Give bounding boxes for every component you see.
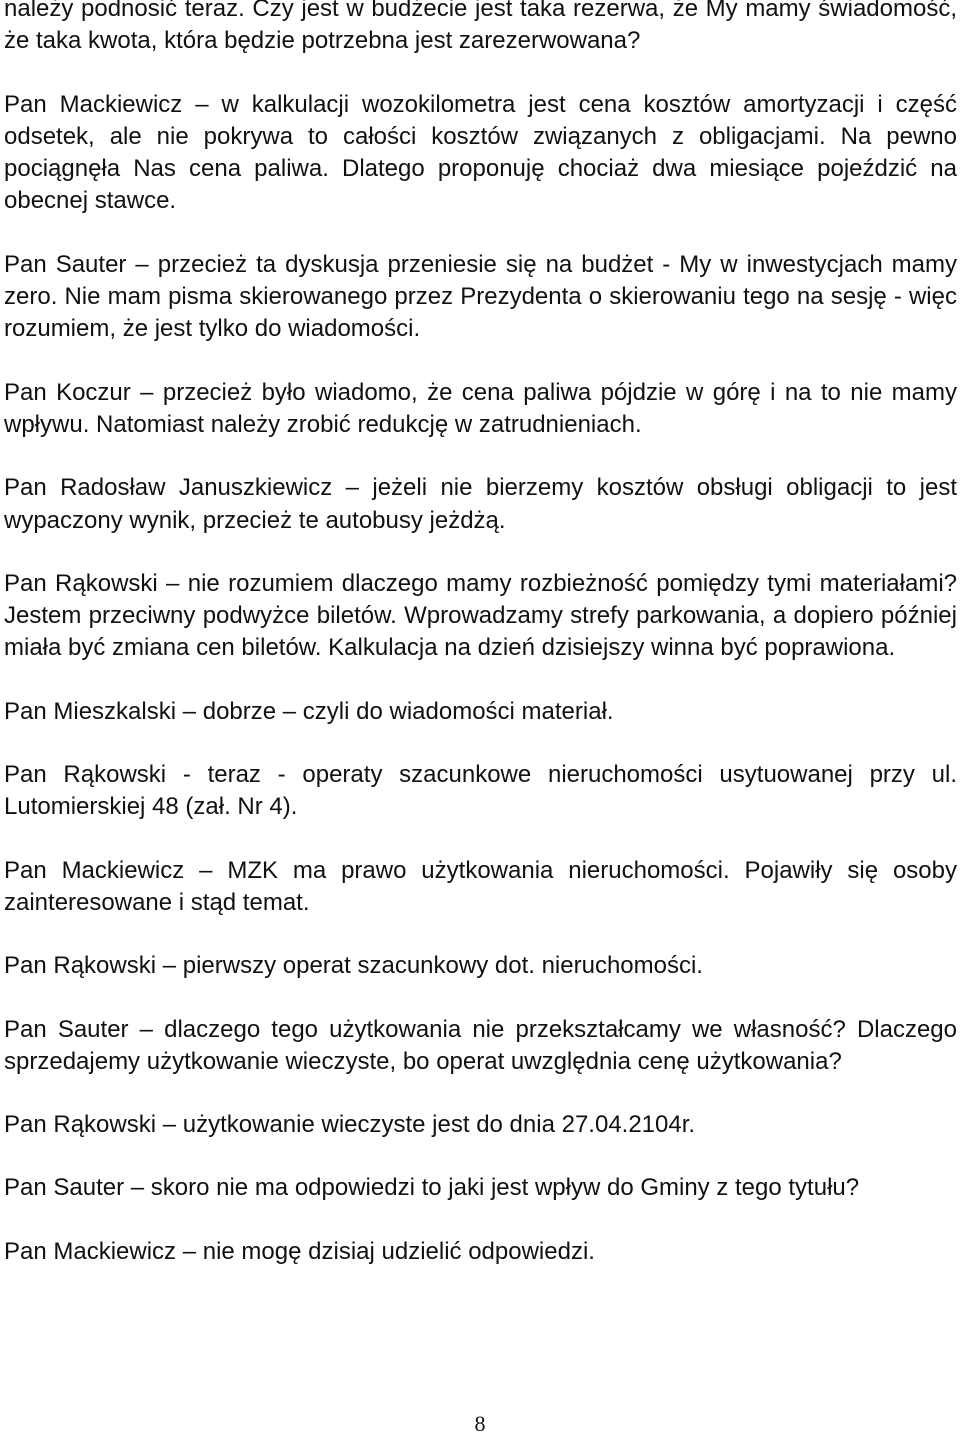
paragraph: Pan Mackiewicz – MZK ma prawo użytkowania nieruchomości. Pojawiły się osoby zainteresowane i stąd temat. — [4, 856, 957, 916]
paragraph: Pan Radosław Januszkiewicz – jeżeli nie bierzemy kosztów obsługi obligacji to jest wypaczony wynik, przecież te autobusy jeżdżą. — [4, 474, 957, 534]
paragraph: Pan Rąkowski – pierwszy operat szacunkowy dot. nieruchomości. — [4, 952, 703, 980]
paragraph: należy podnosić teraz. Czy jest w budżecie jest taka rezerwa, że My mamy świadomość, że taka kwota, która będzie potrzebna jest zarezerwowana? — [4, 0, 957, 55]
document-body — [4, 0, 957, 1299]
paragraph: Pan Koczur – przecież było wiadomo, że cena paliwa pójdzie w górę i na to nie mamy wpływu. Natomiast należy zrobić redukcję w zatrudnieniach. — [4, 378, 957, 438]
paragraph: Pan Mieszkalski – dobrze – czyli do wiadomości materiał. — [4, 697, 614, 725]
paragraph: Pan Rąkowski – nie rozumiem dlaczego mamy rozbieżność pomiędzy tymi materiałami? Jestem przeciwny podwyżce biletów. Wprowadzamy strefy parkowania, a dopiero później miała być zmiana cen biletów. Kalkulacja na dzień dzisiejszy winna być poprawiona. — [4, 569, 957, 662]
paragraph: Pan Sauter – skoro nie ma odpowiedzi to jaki jest wpływ do Gminy z tego tytułu? — [4, 1174, 860, 1202]
paragraph: Pan Sauter – przecież ta dyskusja przeniesie się na budżet - My w inwestycjach mamy zero. Nie mam pisma skierowanego przez Prezydenta o skierowaniu tego na sesję - więc rozumiem, że jest tylko do wiadomości. — [4, 250, 957, 343]
paragraph: Pan Rąkowski – użytkowanie wieczyste jest do dnia 27.04.2104r. — [4, 1111, 696, 1139]
paragraph: Pan Mackiewicz – nie mogę dzisiaj udzielić odpowiedzi. — [4, 1237, 595, 1265]
paragraph: Pan Rąkowski - teraz - operaty szacunkowe nieruchomości usytuowanej przy ul. Lutomierskiej 48 (zał. Nr 4). — [4, 761, 957, 821]
page-number: 8 — [474, 1411, 486, 1436]
paragraph: Pan Mackiewicz – w kalkulacji wozokilometra jest cena kosztów amortyzacji i część odsetek, ale nie pokrywa to całości kosztów związanych z obligacjami. Na pewno pociągnęła Nas cena paliwa. Dlatego proponuję chociaż dwa miesiące pojeździć na obecnej stawce. — [4, 90, 957, 215]
paragraph: Pan Sauter – dlaczego tego użytkowania nie przekształcamy we własność? Dlaczego sprzedajemy użytkowanie wieczyste, bo operat uwzględnia cenę użytkowania? — [4, 1015, 957, 1075]
